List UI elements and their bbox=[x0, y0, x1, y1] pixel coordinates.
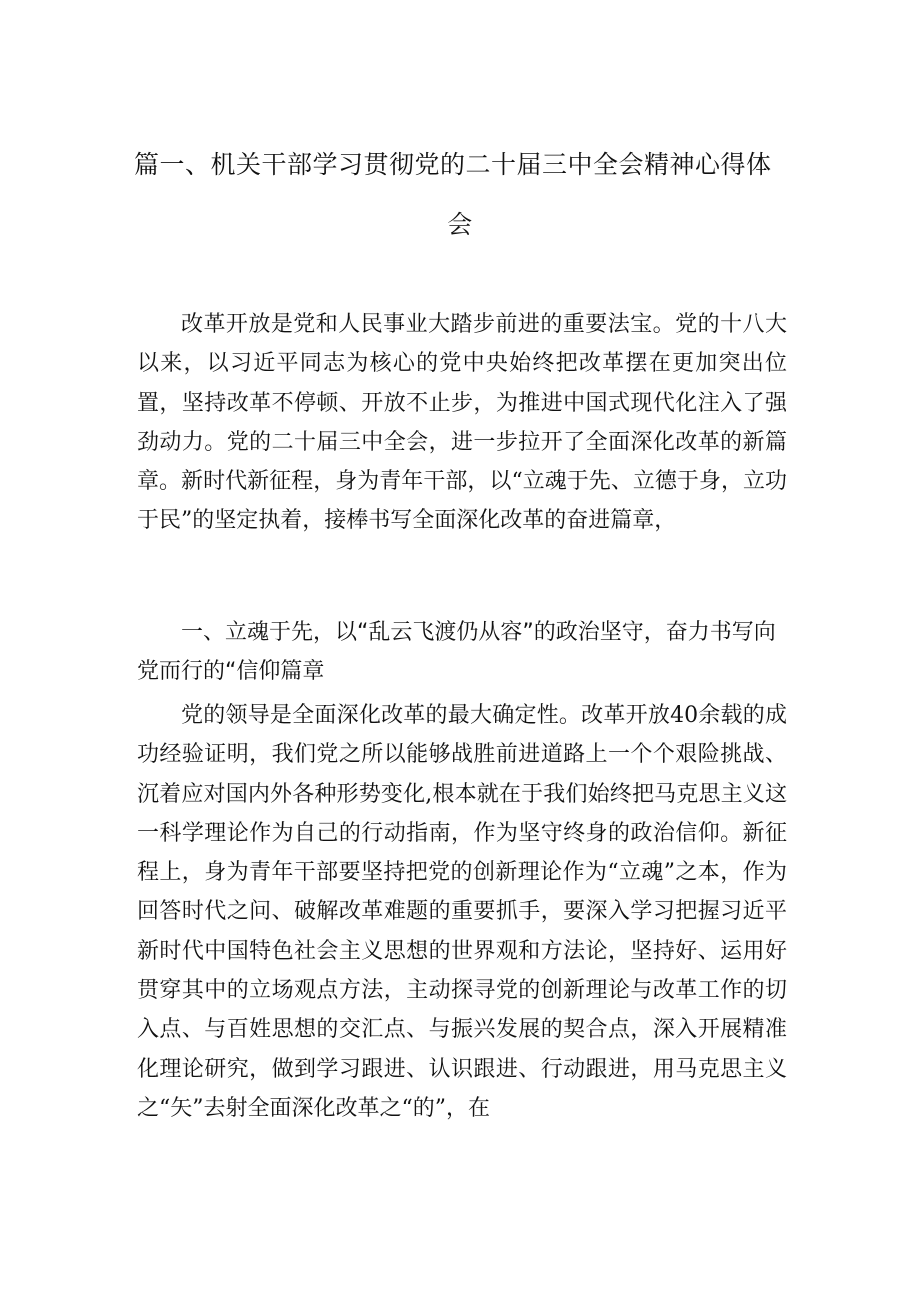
document-title-line1: 篇一、机关干部学习贯彻党的二十届三中全会精神心得体 bbox=[134, 150, 772, 179]
document-title-line2: 会 bbox=[447, 210, 473, 239]
section-heading-1: 一、立魂于先，以“乱云飞渡仍从容”的政治坚守，奋力书写向党而行的“信仰篇章 bbox=[137, 620, 776, 684]
intro-paragraph: 改革开放是党和人民事业大踏步前进的重要法宝。党的十八大以来，以习近平同志为核心的党中央始终把改革摆在更加突出位置，坚持改革不停顿、开放不止步，为推进中国式现代化注入了强劲动力。党的二十届三中全会，进一步拉开了全面深化改革的新篇章。新时代新征程，身为青年干部，以“立魂于先、立德于身，立功于民”的坚定执着，接棒书写全面深化改革的奋进篇章， bbox=[137, 312, 787, 534]
section-1-paragraph: 党的领导是全面深化改革的最大确定性。改革开放40余载的成功经验证明，我们党之所以能够战胜前进道路上一个个艰险挑战、沉着应对国内外各种形势变化,根本就在于我们始终把马克思主义这一科学理论作为自己的行动指南，作为坚守终身的政治信仰。新征程上，身为青年干部要坚持把党的创新理论作为“立魂”之本，作为回答时代之问、破解改革难题的重要抓手，要深入学习把握习近平新时代中国特色社会主义思想的世界观和方法论，坚持好、运用好贯穿其中的立场观点方法，主动探寻党的创新理论与改革工作的切入点、与百姓思想的交汇点、与振兴发展的契合点，深入开展精准化理论研究，做到学习跟进、认识跟进、行动跟进，用马克思主义之“矢”去射全面深化改革之“的”，在 bbox=[137, 703, 787, 1121]
